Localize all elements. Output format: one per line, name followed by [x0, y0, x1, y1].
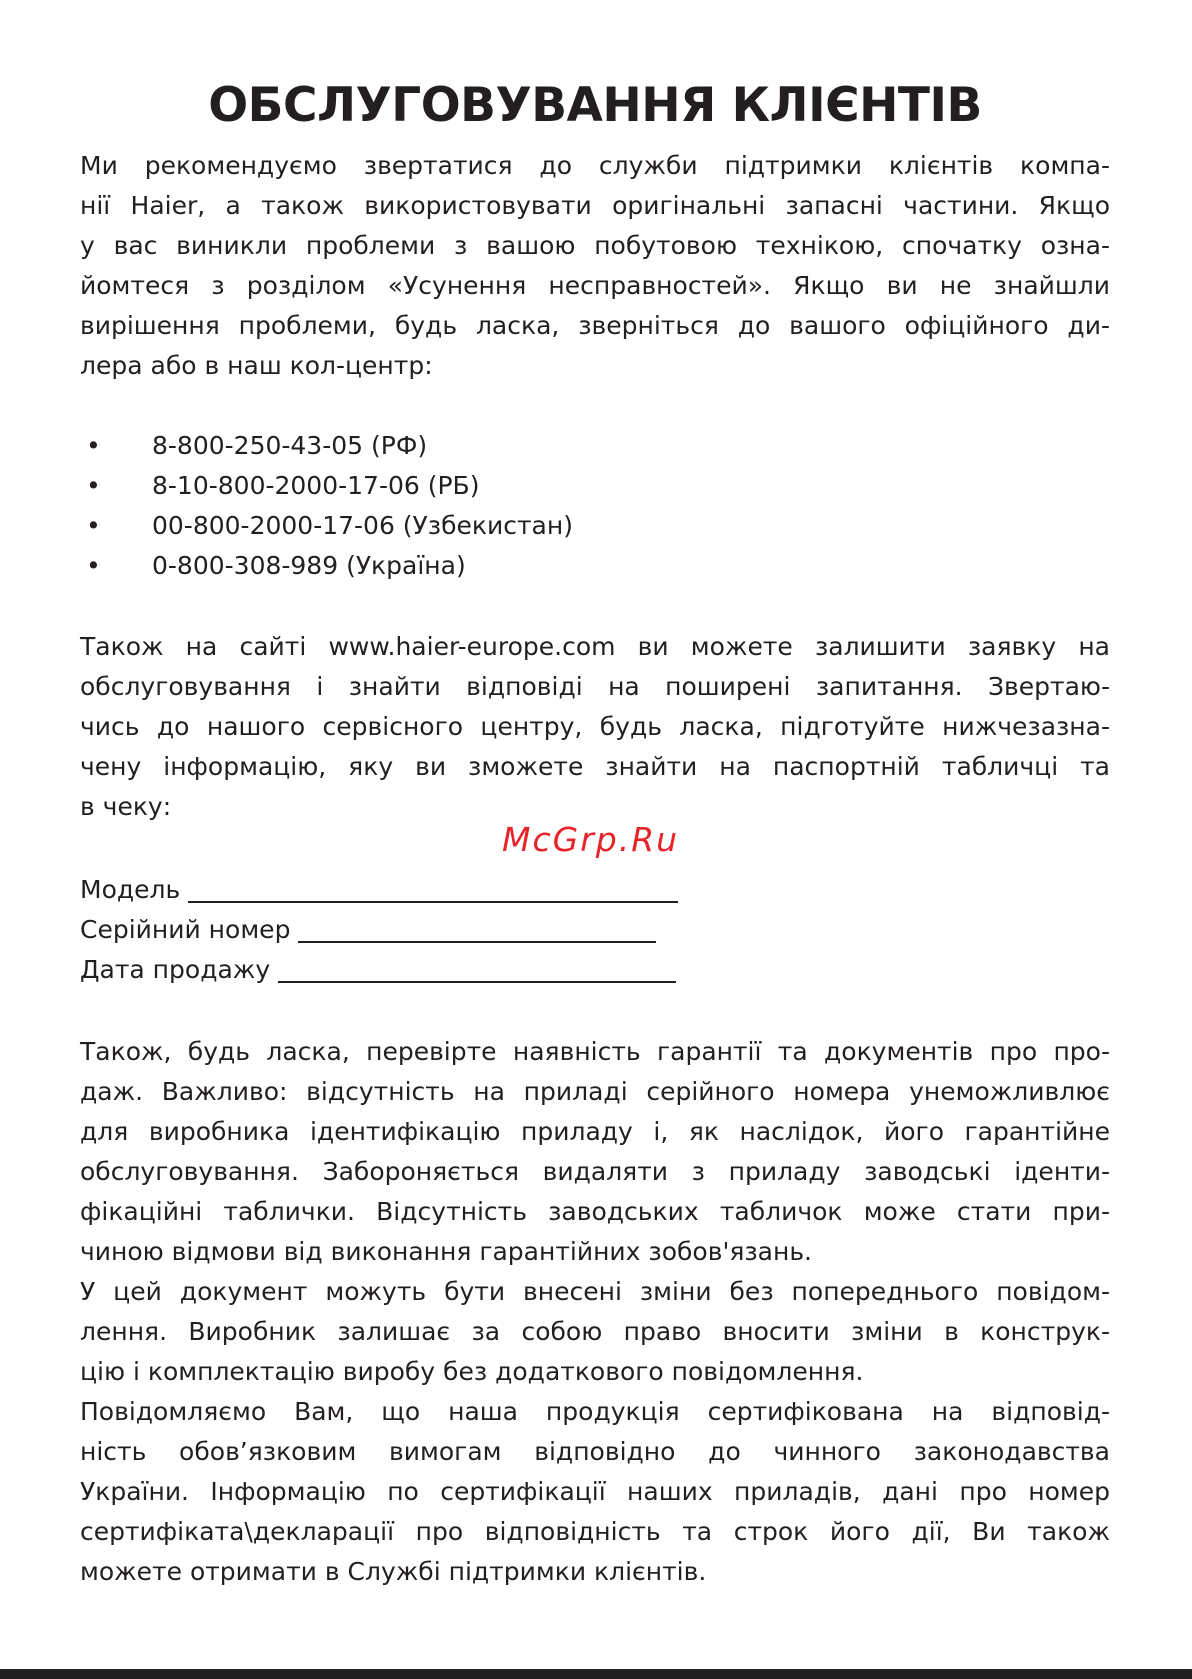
serial-row	[80, 910, 700, 950]
phone-number: 00-800-2000-17-06 (Узбекистан)	[152, 511, 573, 540]
phone-list-item	[80, 506, 1110, 546]
changes-line: цію і комплектацію виробу без додаткового повідомлення.	[80, 1357, 864, 1386]
website-line: чись до нашого сервісного центру, будь ласка, підготуйте нижчезазна-	[80, 712, 1110, 741]
phone-number: 0-800-308-989 (Україна)	[152, 551, 466, 580]
watermark-text: McGrp.Ru	[502, 820, 680, 859]
warranty-line: чиною відмови від виконання гарантійних зобов'язань.	[80, 1237, 812, 1266]
bullet-icon: •	[86, 551, 101, 580]
model-label: Модель	[80, 875, 181, 904]
website-line: обслуговування і знайти відповіді на поширені запитання. Звертаю-	[80, 672, 1110, 701]
model-blank-line	[188, 901, 678, 903]
phone-number: 8-800-250-43-05 (РФ)	[152, 431, 428, 460]
warranty-line: для виробника ідентифікацію приладу і, як наслідок, його гарантійне	[80, 1117, 1110, 1146]
warranty-line: фікаційні таблички. Відсутність заводських табличок може стати при-	[80, 1197, 1110, 1226]
intro-line: йомтеся з розділом «Усунення несправностей». Якщо ви не знайшли	[80, 271, 1110, 300]
bullet-icon: •	[86, 471, 101, 500]
page-title: ОБСЛУГОВУВАННЯ КЛІЄНТІВ	[208, 78, 982, 133]
certification-line: Повідомляємо Вам, що наша продукція сертифікована на відповід-	[80, 1397, 1110, 1426]
serial-label: Серійний номер	[80, 915, 291, 944]
bottom-border	[0, 1669, 1192, 1679]
warranty-line: Також, будь ласка, перевірте наявність гарантії та документів про про-	[80, 1037, 1110, 1066]
intro-line: лера або в наш кол-центр:	[80, 351, 433, 380]
phone-list-item	[80, 426, 1110, 466]
phone-number: 8-10-800-2000-17-06 (РБ)	[152, 471, 480, 500]
model-row	[80, 870, 700, 910]
certification-line: можете отримати в Службі підтримки клієнтів.	[80, 1557, 707, 1586]
serial-blank-line	[298, 941, 656, 943]
intro-line: вирішення проблеми, будь ласка, зверніться до вашого офіційного ди-	[80, 311, 1110, 340]
bullet-icon: •	[86, 511, 101, 540]
certification-paragraph	[80, 1392, 1110, 1592]
warranty-line: обслуговування. Забороняється видаляти з приладу заводські іденти-	[80, 1157, 1110, 1186]
intro-paragraph	[80, 146, 1110, 386]
intro-line: у вас виникли проблеми з вашою побутовою технікою, спочатку озна-	[80, 231, 1110, 260]
date-row	[80, 950, 700, 990]
date-blank-line	[278, 981, 676, 983]
changes-line: У цей документ можуть бути внесені зміни без попереднього повідом-	[80, 1277, 1110, 1306]
website-paragraph	[80, 627, 1110, 827]
website-line: Також на сайті www.haier-europe.com ви можете залишити заявку на	[80, 632, 1110, 661]
certification-line: сертифіката\декларації про відповідність та строк його дії, Ви також	[80, 1517, 1110, 1546]
website-line: чену інформацію, яку ви зможете знайти на паспортній табличці та	[80, 752, 1110, 781]
website-line: в чеку:	[80, 792, 172, 821]
bullet-icon: •	[86, 431, 101, 460]
changes-paragraph	[80, 1272, 1110, 1392]
warranty-paragraph	[80, 1032, 1110, 1272]
intro-line: Ми рекомендуємо звертатися до служби підтримки клієнтів компа-	[80, 151, 1110, 180]
certification-line: України. Інформацію по сертифікації наших приладів, дані про номер	[80, 1477, 1110, 1506]
phone-list	[80, 426, 1110, 586]
phone-list-item	[80, 466, 1110, 506]
intro-line: нії Haier, а також використовувати оригінальні запасні частини. Якщо	[80, 191, 1110, 220]
certification-line: ність обов’язковим вимогам відповідно до чинного законодавства	[80, 1437, 1110, 1466]
changes-line: лення. Виробник залишає за собою право вносити зміни в конструк-	[80, 1317, 1110, 1346]
product-info-form	[80, 870, 700, 990]
phone-list-item	[80, 546, 1110, 586]
date-label: Дата продажу	[80, 955, 271, 984]
warranty-line: даж. Важливо: відсутність на приладі серійного номера унеможливлює	[80, 1077, 1110, 1106]
